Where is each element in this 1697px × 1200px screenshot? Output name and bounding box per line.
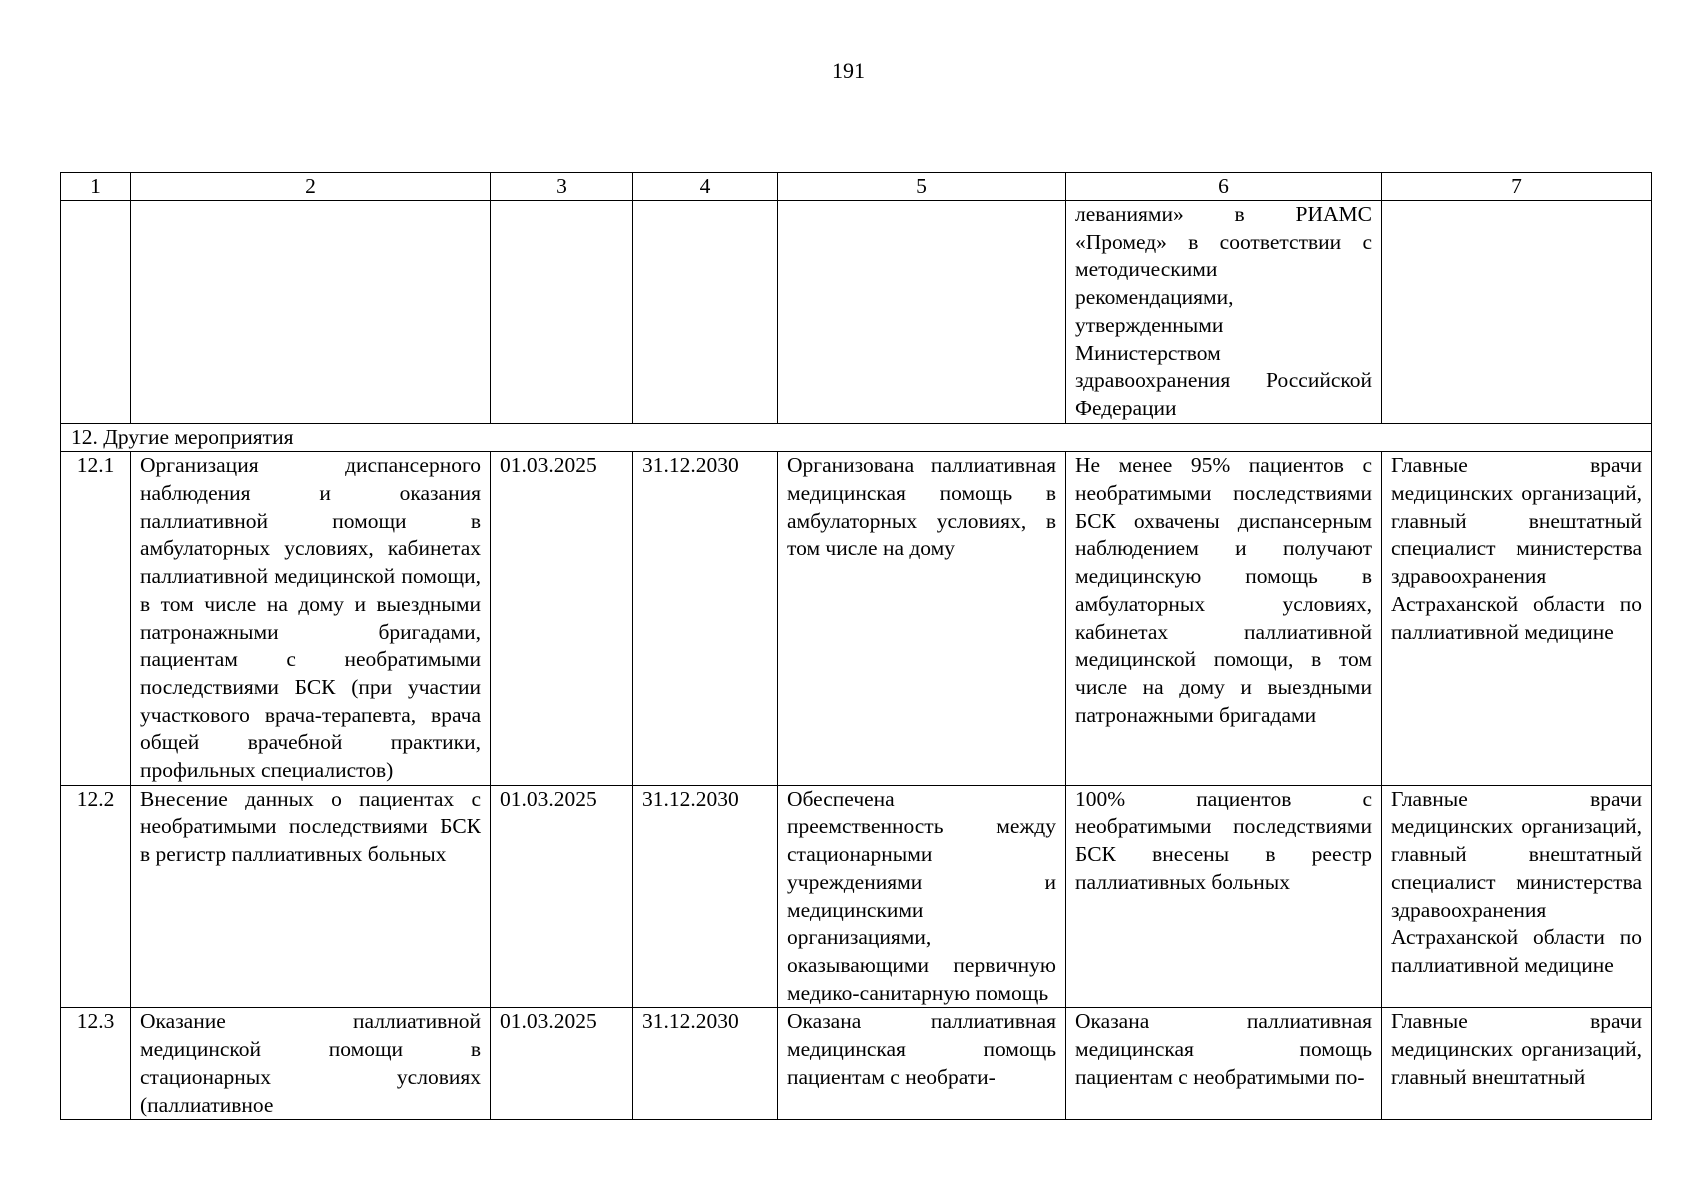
result-cell: Оказана паллиативная медицинская помощь пациентам с необрати- [778,1008,1066,1120]
column-number-row [61,173,1652,201]
responsible-cell: Главные врачи медицинских организаций, главный внештатный специалист министерства здравоохранения Астраханской области по паллиативной медицине [1382,785,1652,1008]
end-date-cell: 31.12.2030 [633,785,778,1008]
section-row [61,423,1652,452]
activity-cell: Внесение данных о пациентах с необратимыми последствиями БСК в регистр паллиативных больных [131,785,491,1008]
responsible-cell: Главные врачи медицинских организаций, главный внештатный [1382,1008,1652,1120]
column-number: 4 [633,173,778,201]
responsible-cell: Главные врачи медицинских организаций, главный внештатный специалист министерства здравоохранения Астраханской области по паллиативной медицине [1382,452,1652,785]
column-number: 2 [131,173,491,201]
row-number: 12.2 [61,785,131,1008]
indicator-cell: 100% пациентов с необратимыми последствиями БСК внесены в реестр паллиативных больных [1066,785,1382,1008]
page-number: 191 [832,58,865,83]
table-row [61,785,1652,1008]
indicator-cell: левaниями» в РИАМС «Промед» в соответствии с методическими рекомендациями, утвержденными Министерством здравоохранения Российской Федерации [1066,201,1382,424]
table-cell [633,201,778,424]
column-number: 1 [61,173,131,201]
result-cell: Обеспечена преемственность между стационарными учреждениями и медицинскими организациями, оказывающими первичную медико-санитарную помощь [778,785,1066,1008]
table-cell [1382,201,1652,424]
column-number: 6 [1066,173,1382,201]
end-date-cell: 31.12.2030 [633,452,778,785]
result-cell: Организована паллиативная медицинская помощь в амбулаторных условиях, в том числе на дому [778,452,1066,785]
column-number: 7 [1382,173,1652,201]
continuation-row [61,201,1652,424]
activity-cell: Оказание паллиативной медицинской помощи в стационарных условиях (паллиативное [131,1008,491,1120]
table-cell [778,201,1066,424]
column-number: 3 [491,173,633,201]
table-cell [61,201,131,424]
activity-cell: Организация диспансерного наблюдения и оказания паллиативной помощи в амбулаторных условиях, кабинетах паллиативной медицинской помощи, в том числе на дому и выездными патронажными бригадами, пациентам с необратимыми последствиями БСК (при участии участкового врача-терапевта, врача общей врачебной практики, профильных специалистов) [131,452,491,785]
start-date-cell: 01.03.2025 [491,452,633,785]
end-date-cell: 31.12.2030 [633,1008,778,1120]
table-row [61,452,1652,785]
indicator-cell: Оказана паллиативная медицинская помощь пациентам с необратимыми по- [1066,1008,1382,1120]
section-title: 12. Другие мероприятия [61,423,1652,452]
table-row [61,1008,1652,1120]
start-date-cell: 01.03.2025 [491,1008,633,1120]
row-number: 12.1 [61,452,131,785]
indicator-cell: Не менее 95% пациентов с необратимыми последствиями БСК охвачены диспансерным наблюдением и получают медицинскую помощь в амбулаторных условиях, кабинетах паллиативной медицинской помощи, в том числе на дому и выездными патронажными бригадами [1066,452,1382,785]
table-cell [491,201,633,424]
start-date-cell: 01.03.2025 [491,785,633,1008]
activities-table [60,172,1652,1120]
table-cell [131,201,491,424]
row-number: 12.3 [61,1008,131,1120]
column-number: 5 [778,173,1066,201]
